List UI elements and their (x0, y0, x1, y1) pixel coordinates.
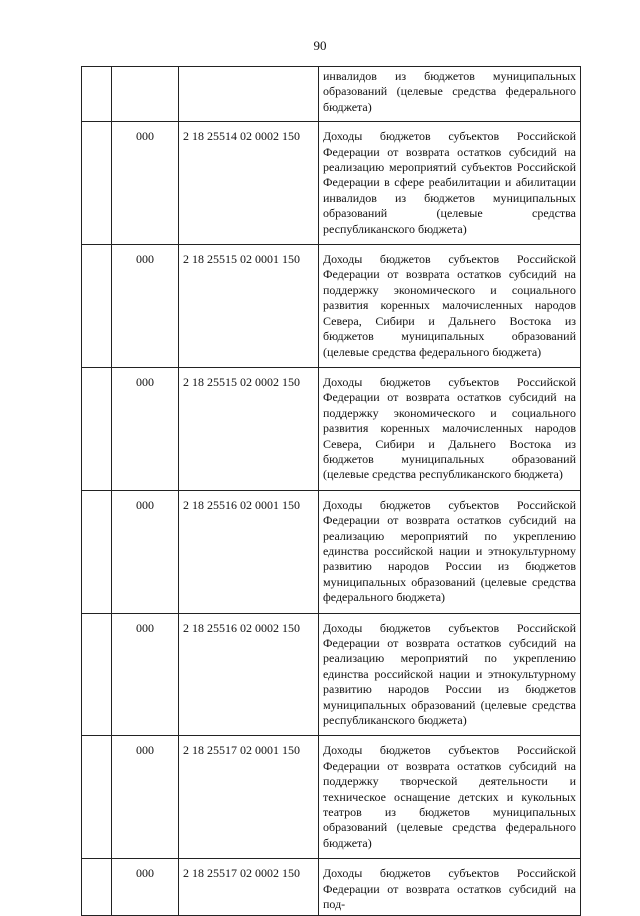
income-name-cell: Доходы бюджетов субъектов Российской Федерации от возврата остатков субсидий на поддержку творческой деятельности и техническое оснащение детских и кукольных театров из бюджетов муниципальных образований (целевые средства федерального бюджета) (319, 736, 581, 859)
admin-code-cell (112, 67, 179, 122)
blank-cell (82, 613, 112, 736)
income-name-cell: Доходы бюджетов субъектов Российской Федерации от возврата остатков субсидий на поддержку экономического и социального развития коренных малочисленных народов Севера, Сибири и Дальнего Востока из бюджетов муниципальных образований (целевые средства республиканского бюджета) (319, 367, 581, 490)
budget-code-cell: 2 18 25517 02 0002 150 (179, 859, 319, 915)
income-name-cell: Доходы бюджетов субъектов Российской Федерации от возврата остатков субсидий на реализацию мероприятий по укреплению единства российской нации и этнокультурному развитию народов России из бюджетов муниципальных образований (целевые средства республиканского бюджета) (319, 613, 581, 736)
budget-codes-table (81, 66, 581, 916)
admin-code-cell: 000 (112, 613, 179, 736)
blank-cell (82, 859, 112, 915)
table-row (82, 367, 581, 490)
table-row (82, 736, 581, 859)
income-name-cell: Доходы бюджетов субъектов Российской Федерации от возврата остатков субсидий на реализацию мероприятий по укреплению единства российской нации и этнокультурному развитию народов России из бюджетов муниципальных образований (целевые средства федерального бюджета) (319, 490, 581, 613)
table-row (82, 859, 581, 915)
table-row (82, 490, 581, 613)
budget-code-cell: 2 18 25516 02 0001 150 (179, 490, 319, 613)
income-name-cell: инвалидов из бюджетов муниципальных образований (целевые средства федерального бюджета) (319, 67, 581, 122)
budget-code-cell: 2 18 25514 02 0002 150 (179, 122, 319, 245)
blank-cell (82, 490, 112, 613)
admin-code-cell: 000 (112, 245, 179, 368)
budget-code-cell (179, 67, 319, 122)
table-row (82, 67, 581, 122)
budget-code-cell: 2 18 25517 02 0001 150 (179, 736, 319, 859)
table-row (82, 122, 581, 245)
admin-code-cell: 000 (112, 736, 179, 859)
table-row (82, 245, 581, 368)
income-name-cell: Доходы бюджетов субъектов Российской Федерации от возврата остатков субсидий на под- (319, 859, 581, 915)
admin-code-cell: 000 (112, 490, 179, 613)
admin-code-cell: 000 (112, 122, 179, 245)
table-row (82, 613, 581, 736)
income-name-cell: Доходы бюджетов субъектов Российской Федерации от возврата остатков субсидий на поддержку экономического и социального развития коренных малочисленных народов Севера, Сибири и Дальнего Востока из бюджетов муниципальных образований (целевые средства федерального бюджета) (319, 245, 581, 368)
budget-code-cell: 2 18 25515 02 0002 150 (179, 367, 319, 490)
blank-cell (82, 736, 112, 859)
blank-cell (82, 367, 112, 490)
budget-code-cell: 2 18 25515 02 0001 150 (179, 245, 319, 368)
blank-cell (82, 245, 112, 368)
admin-code-cell: 000 (112, 859, 179, 915)
income-name-cell: Доходы бюджетов субъектов Российской Федерации от возврата остатков субсидий на реализацию мероприятий субъектов Российской Федерации в сфере реабилитации и абилитации инвалидов из бюджетов муниципальных образований (целевые средства республиканского бюджета) (319, 122, 581, 245)
blank-cell (82, 67, 112, 122)
budget-code-cell: 2 18 25516 02 0002 150 (179, 613, 319, 736)
admin-code-cell: 000 (112, 367, 179, 490)
page-number: 90 (313, 38, 327, 53)
blank-cell (82, 122, 112, 245)
